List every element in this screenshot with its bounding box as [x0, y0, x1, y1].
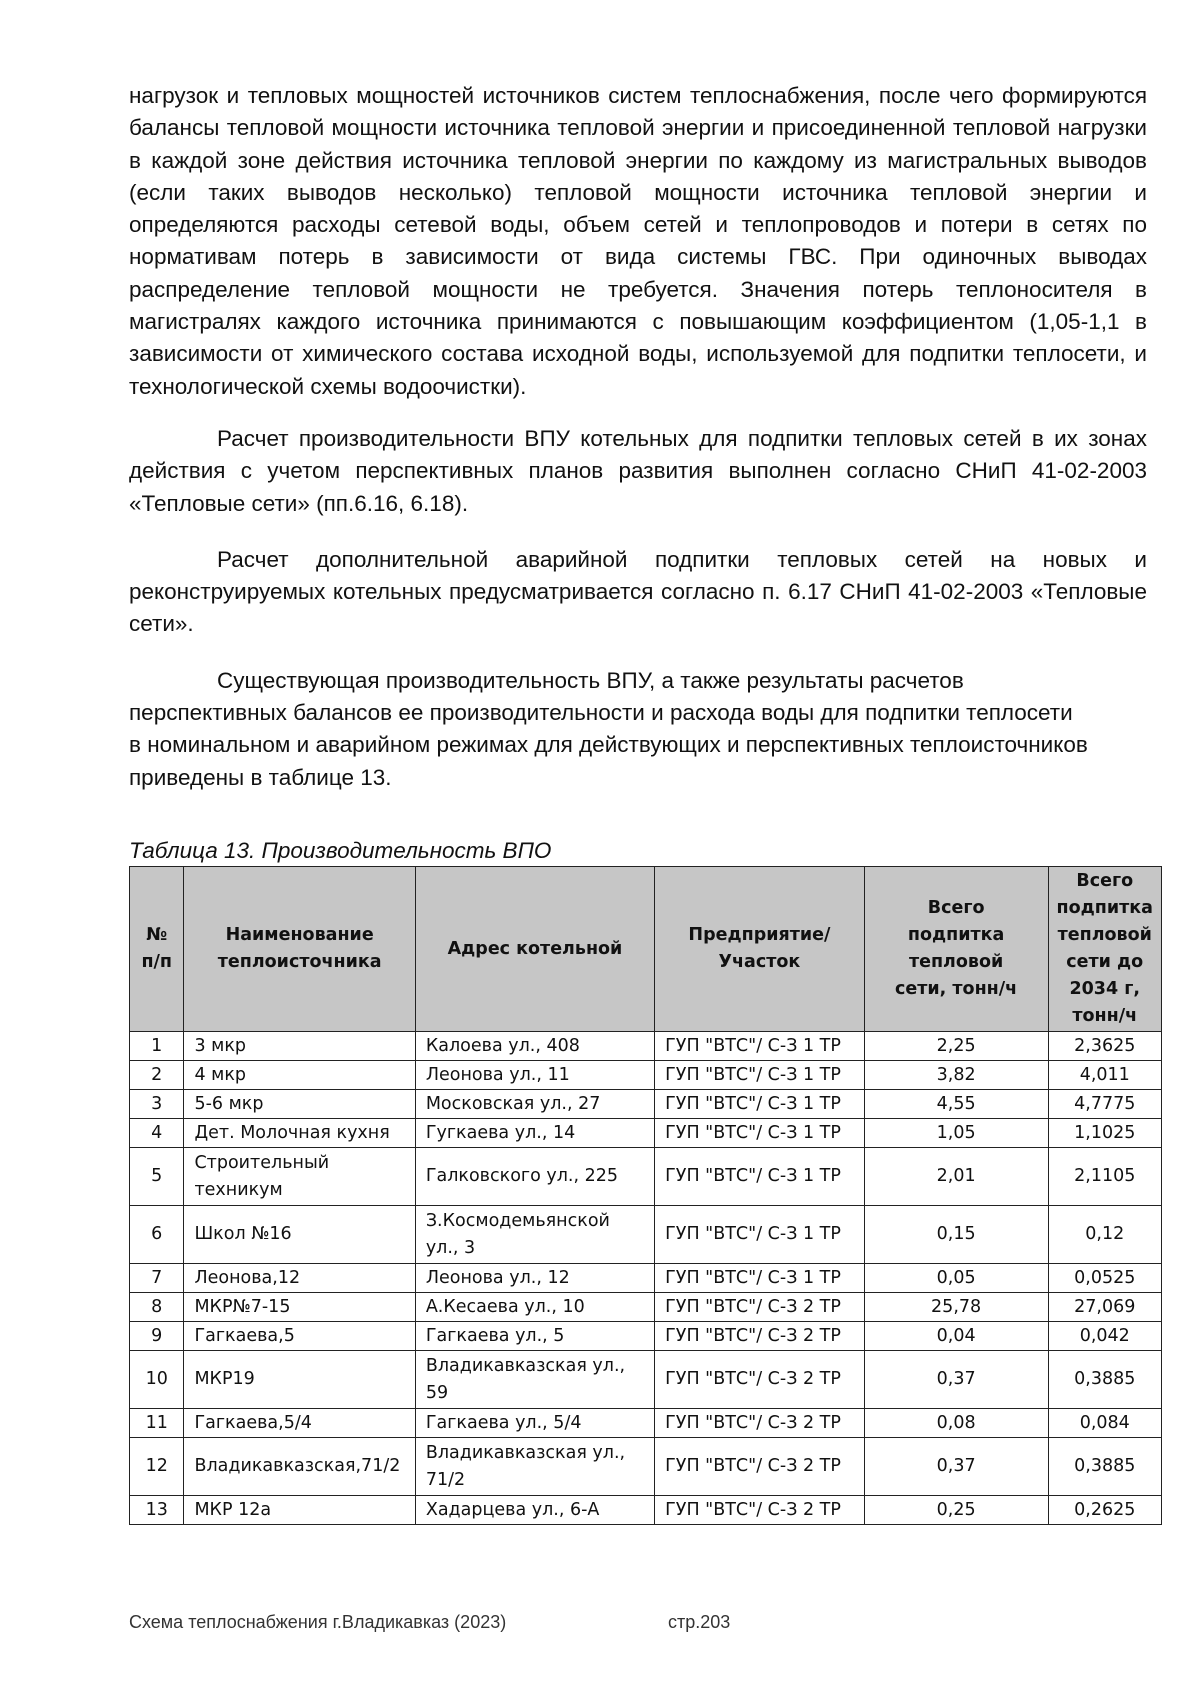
header-enterprise: Предприятие/ Участок [655, 867, 865, 1032]
cell-name: МКР19 [184, 1351, 415, 1409]
cell-num: 13 [130, 1496, 184, 1525]
cell-enterprise: ГУП "ВТС"/ С-З 1 ТР [655, 1264, 865, 1293]
header-total: Всего подпитка тепловой сети, тонн/ч [864, 867, 1048, 1032]
cell-address: Калоева ул., 408 [415, 1032, 654, 1061]
cell-num: 5 [130, 1148, 184, 1206]
cell-total-2034: 27,069 [1048, 1293, 1161, 1322]
page-number: стр.203 [668, 1612, 731, 1632]
cell-address: З.Космодемьянской ул., 3 [415, 1206, 654, 1264]
cell-name: Строительный техникум [184, 1148, 415, 1206]
cell-total: 2,25 [864, 1032, 1048, 1061]
cell-total-2034: 0,042 [1048, 1322, 1161, 1351]
cell-name: 3 мкр [184, 1032, 415, 1061]
cell-name: МКР 12а [184, 1496, 415, 1525]
cell-enterprise: ГУП "ВТС"/ С-З 1 ТР [655, 1032, 865, 1061]
cell-enterprise: ГУП "ВТС"/ С-З 1 ТР [655, 1148, 865, 1206]
cell-num: 2 [130, 1061, 184, 1090]
table-header-row [130, 867, 1162, 1032]
cell-address: Владикавказская ул., 71/2 [415, 1438, 654, 1496]
cell-address: Галковского ул., 225 [415, 1148, 654, 1206]
cell-num: 7 [130, 1264, 184, 1293]
cell-num: 6 [130, 1206, 184, 1264]
cell-name: 4 мкр [184, 1061, 415, 1090]
header-address: Адрес котельной [415, 867, 654, 1032]
cell-total: 25,78 [864, 1293, 1048, 1322]
cell-num: 8 [130, 1293, 184, 1322]
cell-total: 0,25 [864, 1496, 1048, 1525]
table-row [130, 1090, 1162, 1119]
cell-total-2034: 0,0525 [1048, 1264, 1161, 1293]
cell-total-2034: 1,1025 [1048, 1119, 1161, 1148]
cell-total: 0,04 [864, 1322, 1048, 1351]
header-name: Наименование теплоисточника [184, 867, 415, 1032]
cell-total-2034: 0,3885 [1048, 1438, 1161, 1496]
cell-num: 9 [130, 1322, 184, 1351]
cell-num: 10 [130, 1351, 184, 1409]
cell-total-2034: 0,3885 [1048, 1351, 1161, 1409]
table-row [130, 1438, 1162, 1496]
cell-name: Леонова,12 [184, 1264, 415, 1293]
cell-name: Гагкаева,5/4 [184, 1409, 415, 1438]
table-row [130, 1351, 1162, 1409]
cell-enterprise: ГУП "ВТС"/ С-З 2 ТР [655, 1293, 865, 1322]
cell-address: Хадарцева ул., 6-А [415, 1496, 654, 1525]
cell-name: Владикавказская,71/2 [184, 1438, 415, 1496]
cell-enterprise: ГУП "ВТС"/ С-З 2 ТР [655, 1409, 865, 1438]
cell-enterprise: ГУП "ВТС"/ С-З 2 ТР [655, 1322, 865, 1351]
cell-num: 3 [130, 1090, 184, 1119]
paragraph-2: Расчет производительности ВПУ котельных для подпитки тепловых сетей в их зонах действия с учетом перспективных планов развития выполнен согласно СНиП 41-02-2003 «Тепловые сети» (пп.6.16, 6.18). [129, 425, 1147, 516]
cell-enterprise: ГУП "ВТС"/ С-З 1 ТР [655, 1119, 865, 1148]
performance-table [129, 866, 1162, 1525]
cell-total-2034: 0,084 [1048, 1409, 1161, 1438]
document-body [129, 80, 1147, 794]
cell-total-2034: 0,12 [1048, 1206, 1161, 1264]
table-row [130, 1409, 1162, 1438]
cell-enterprise: ГУП "ВТС"/ С-З 1 ТР [655, 1061, 865, 1090]
cell-name: 5-6 мкр [184, 1090, 415, 1119]
cell-total: 4,55 [864, 1090, 1048, 1119]
cell-address: Гагкаева ул., 5/4 [415, 1409, 654, 1438]
cell-address: Леонова ул., 12 [415, 1264, 654, 1293]
cell-name: МКР№7-15 [184, 1293, 415, 1322]
cell-total-2034: 0,2625 [1048, 1496, 1161, 1525]
table-row [130, 1206, 1162, 1264]
cell-enterprise: ГУП "ВТС"/ С-З 1 ТР [655, 1090, 865, 1119]
cell-address: Леонова ул., 11 [415, 1061, 654, 1090]
table-row [130, 1119, 1162, 1148]
cell-total: 0,05 [864, 1264, 1048, 1293]
cell-total-2034: 4,011 [1048, 1061, 1161, 1090]
table-row [130, 1496, 1162, 1525]
cell-total-2034: 2,3625 [1048, 1032, 1161, 1061]
cell-total: 0,37 [864, 1438, 1048, 1496]
cell-total: 3,82 [864, 1061, 1048, 1090]
cell-total: 2,01 [864, 1148, 1048, 1206]
cell-address: Владикавказская ул., 59 [415, 1351, 654, 1409]
cell-total-2034: 2,1105 [1048, 1148, 1161, 1206]
cell-name: Гагкаева,5 [184, 1322, 415, 1351]
table-row [130, 1148, 1162, 1206]
cell-name: Дет. Молочная кухня [184, 1119, 415, 1148]
cell-enterprise: ГУП "ВТС"/ С-З 2 ТР [655, 1351, 865, 1409]
cell-total: 0,37 [864, 1351, 1048, 1409]
table-row [130, 1264, 1162, 1293]
header-total-2034: Всего подпитка тепловой сети до 2034 г, тонн/ч [1048, 867, 1161, 1032]
cell-num: 11 [130, 1409, 184, 1438]
paragraph-3: Расчет дополнительной аварийной подпитки тепловых сетей на новых и реконструируемых котельных предусматривается согласно п. 6.17 СНиП 41-02-2003 «Тепловые сети». [129, 546, 1147, 637]
cell-num: 1 [130, 1032, 184, 1061]
paragraph-4: Существующая производительность ВПУ, а также результаты расчетов перспективных балансов ее производительности и расхода воды для подпитки теплосети в номинальном и аварийном режимах для действующих и перспективных теплоисточников приведены в таблице 13. [129, 667, 1088, 790]
cell-enterprise: ГУП "ВТС"/ С-З 2 ТР [655, 1438, 865, 1496]
table-row [130, 1322, 1162, 1351]
cell-enterprise: ГУП "ВТС"/ С-З 2 ТР [655, 1496, 865, 1525]
cell-address: Московская ул., 27 [415, 1090, 654, 1119]
cell-enterprise: ГУП "ВТС"/ С-З 1 ТР [655, 1206, 865, 1264]
cell-num: 12 [130, 1438, 184, 1496]
cell-address: Гугкаева ул., 14 [415, 1119, 654, 1148]
footer-title: Схема теплоснабжения г.Владикавказ (2023) [129, 1612, 507, 1632]
cell-total-2034: 4,7775 [1048, 1090, 1161, 1119]
cell-total: 0,08 [864, 1409, 1048, 1438]
table-row [130, 1061, 1162, 1090]
cell-address: Гагкаева ул., 5 [415, 1322, 654, 1351]
cell-address: А.Кесаева ул., 10 [415, 1293, 654, 1322]
cell-name: Школ №16 [184, 1206, 415, 1264]
header-num: № п/п [130, 867, 184, 1032]
table-caption: Таблица 13. Производительность ВПО [129, 838, 552, 863]
paragraph-1: нагрузок и тепловых мощностей источников систем теплоснабжения, после чего формируются балансы тепловой мощности источника тепловой энергии и присоединенной тепловой нагрузки в каждой зоне действия источника тепловой энергии по каждому из магистральных выводов (если таких выводов несколько) тепловой мощности источника тепловой энергии и определяются расходы сетевой воды, объем сетей и теплопроводов и потери в сетях по нормативам потерь в зависимости от вида системы ГВС. При одиночных выводах распределение тепловой мощности не требуется. Значения потерь теплоносителя в магистралях каждого источника принимаются с повышающим коэффициентом (1,05-1,1 в зависимости от химического состава исходной воды, используемой для подпитки теплосети, и технологической схемы водоочистки). [129, 83, 1147, 399]
table-row [130, 1293, 1162, 1322]
cell-num: 4 [130, 1119, 184, 1148]
cell-total: 0,15 [864, 1206, 1048, 1264]
cell-total: 1,05 [864, 1119, 1048, 1148]
table-row [130, 1032, 1162, 1061]
table-body [130, 1032, 1162, 1525]
